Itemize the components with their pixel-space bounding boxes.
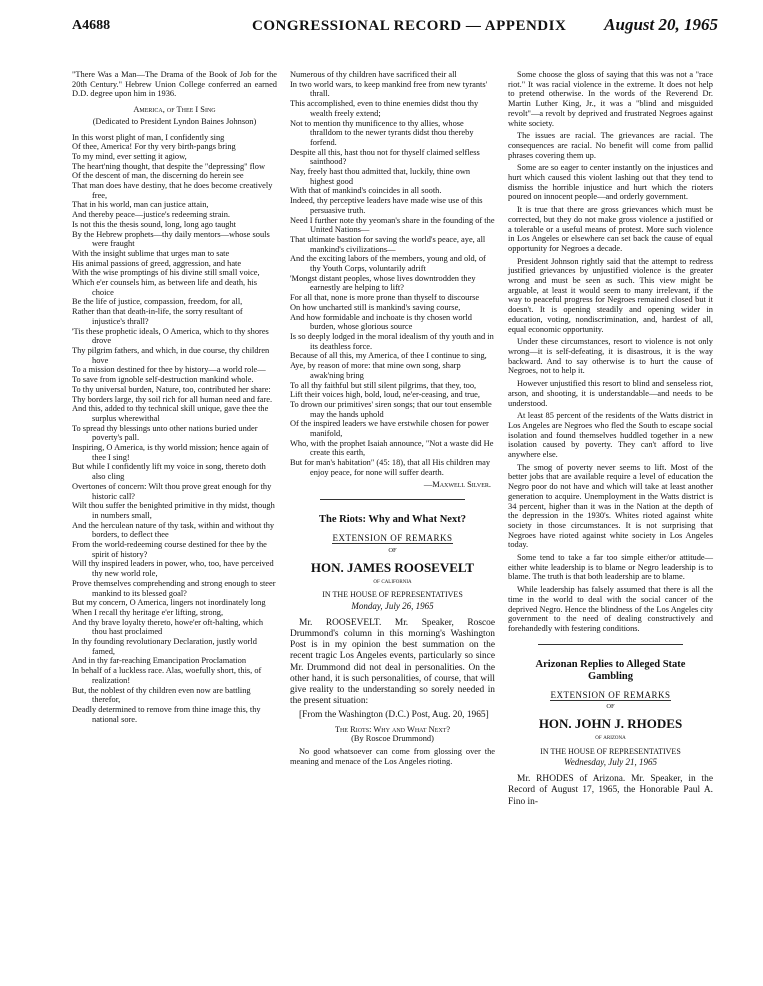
article-paragraph: Some choose the gloss of saying that this was not a "race riot." It was racial violence in the extreme. It does not help to pretend otherwise. In the words of the Reverend Dr. Martin Luther King, Jr., it was a "blind and misguided revolt"—a revolt by deprived and frustrated Negroes against white society. (508, 70, 713, 128)
poem-body (72, 133, 277, 725)
extension-heading-text: EXTENSION OF REMARKS (550, 689, 671, 700)
article-paragraph: However unjustified this resort to blind and senseless riot, arson, and shooting, it is understandable—and needs to be understood. (508, 379, 713, 408)
poem-line: To a mission destined for thee by history—a world role— (72, 365, 266, 375)
poem-line: Lift their voices high, bold, loud, ne'er-ceasing, and true, (290, 390, 480, 400)
page-number: A4688 (72, 18, 111, 33)
remarks-paragraph: Mr. ROOSEVELT. Mr. Speaker, Roscoe Drummond's column in this morning's Washington Post is in my opinion the best summation on the recent tragic Los Angeles events, particularly so since Mr. Drummond did not deal in personalities. On the other hand, it is such personalities, of course, that will give reality to the understanding so sorely needed in the present situation: (290, 617, 495, 707)
page-header (72, 12, 718, 38)
poem-line: But, the noblest of thy children even now are battling therefor, (72, 685, 251, 705)
poem-line: Be the life of justice, compassion, freedom, for all, (72, 297, 243, 307)
poem-line: That man does have destiny, that he does become creatively free, (72, 181, 273, 200)
member-state: of arizona (595, 734, 626, 742)
poem-line: With the wise promptings of his divine still small voice, (72, 268, 260, 278)
poem-line: Need I further note thy yeoman's share in the founding of the United Nations— (290, 215, 495, 235)
poem-line: But while I confidently lift my voice in song, thereto doth also cling (72, 462, 266, 482)
poem-line: Who, with the prophet Isaiah announce, "Not a waste did He create this earth, (290, 438, 494, 458)
poem-line: To drown our primitives' siren songs; that our tout ensemble may the hands uphold (290, 399, 492, 419)
remarks-date: Wednesday, July 21, 1965 (564, 757, 657, 768)
poem-line: And how formidable and inchoate is thy chosen world burden, whose glorious source (290, 312, 472, 332)
poem-title: America, of Thee I Sing (133, 105, 216, 115)
article-title: The Riots: Why and What Next? (319, 514, 466, 526)
poem-line: Despite all this, hast thou not for thyself claimed selfless sainthood? (290, 147, 480, 167)
source-citation: [From the Washington (D.C.) Post, Aug. 20, 1965] (299, 710, 489, 721)
poem-line: In thy founding revolutionary Declaration, justly world famed, (72, 637, 257, 656)
poem-line: Thy pilgrim fathers, and which, in due course, thy children hove (72, 345, 270, 365)
article-paragraph: Some tend to take a far too simple either/or attitude—either white leadership is to blame or Negro leadership is to blame. The truth is that both leadership are to blame. (508, 553, 713, 582)
poem-line: Rather than that death-in-life, the sorry resultant of injustice's thrall? (72, 307, 243, 326)
poem-line: Nay, freely hast thou admitted that, luckily, thine own highest good (290, 167, 471, 186)
poem-line: And thy brave loyalty thereto, howe'er oft-halting, which thou hast proclaimed (72, 617, 264, 637)
poem-line: Is so deeply lodged in the moral idealism of thy youth and in its deathless force. (290, 331, 494, 351)
article-continued (508, 70, 713, 634)
column-1 (72, 70, 277, 724)
poem-dedication: (Dedicated to President Lyndon Baines Johnson) (92, 116, 257, 126)
column-3 (508, 70, 713, 811)
poem-line: To save from ignoble self-destruction mankind whole. (72, 375, 254, 385)
poem-line: And the herculean nature of thy task, within and without thy borders, to deflect thee (72, 520, 275, 540)
extension-heading (508, 691, 713, 701)
poem-line: For all that, none is more prone than thyself to discourse (290, 293, 480, 303)
poem-line: Thy borders large, thy soil rich for all human need and fare. (72, 394, 273, 404)
section-divider (538, 644, 683, 645)
poem-line: Is not this the thesis sound, long, long ago taught (72, 219, 237, 229)
poem-line: And the exciting labors of the members, young and old, of thy Youth Corps, voluntarily adrift (290, 254, 486, 274)
article-paragraph: The issues are racial. The grievances are racial. The consequences are racial. No benefit will come from pallid phrases covering them up. (508, 131, 713, 160)
poem-line: That ultimate bastion for saving the world's peace, aye, all mankind's civilizations— (290, 234, 486, 254)
poem-line: Will thy inspired leaders in power, who, too, have perceived thy new world role, (72, 559, 274, 579)
poem-line: Numerous of thy children have sacrificed their all (290, 70, 457, 79)
poem-author: —Maxwell Silver. (423, 479, 491, 489)
reprint-byline: (By Roscoe Drummond) (351, 734, 434, 744)
remarks-date: Monday, July 26, 1965 (351, 601, 434, 612)
poem-line: To thy universal burden, Nature, too, contributed her share: (72, 384, 271, 394)
article-paragraph: While leadership has falsely assumed that there is all the time in the world to deal with the social cancer of the deprived Negro. Hence the blindness of the Los Angeles city government to the need of dealing constructively and forehandedly with festering conditions. (508, 585, 713, 633)
poem-line: Prove themselves comprehending and strong enough to steer mankind to its blessed goal? (72, 578, 276, 598)
poem-line: 'Mongst distant peoples, whose lives downtrodden they earnestly are helping to lift? (290, 273, 476, 293)
of-label: OF (388, 546, 397, 554)
poem-line: Aye, by reason of more: that mine own song, sharp awak'ning bring (290, 361, 461, 380)
poem-line: With that of mankind's coincides in all sooth. (290, 186, 442, 196)
article-paragraph: Some are so eager to center instantly on the injustices and hurt which caused this violent lashing out that they tend to dismiss the horrible injustice and hurt which the rioters poured on innocent people—and orderly government. (508, 163, 713, 202)
poem-line: Wilt thou suffer the benighted primitive in thy midst, though in numbers small, (72, 501, 275, 520)
poem-body-continued (290, 70, 495, 478)
poem-line: To all thy faithful but still silent pilgrims, that they, too, (290, 380, 477, 390)
poem-line: Inspiring, O America, is thy world mission; hence again of thee I sing! (72, 443, 269, 462)
poem-line: On how uncharted still is mankind's saving course, (290, 302, 461, 312)
poem-line: Because of all this, my America, of thee I continue to sing, (290, 351, 487, 361)
reprint-title: The Riots: Why and What Next? (334, 724, 451, 734)
poem-line: Which e'er counsels him, as between life and death, his choice (72, 278, 257, 297)
article-paragraph: At least 85 percent of the residents of the Watts district in Los Angeles are Negroes who fled the South to escape social isolation and found themselves huddled together in a new isolation caused by poverty. They can't afford to live anywhere else. (508, 411, 713, 460)
poem-line: In two world wars, to keep mankind free from new tyrants' thrall. (290, 79, 488, 99)
poem-line: And this, added to thy technical skill unique, gave thee the surplus wherewithal (72, 404, 269, 423)
extension-heading-text: EXTENSION OF REMARKS (332, 533, 453, 544)
poem-line: 'Tis these prophetic ideals, O America, which to thy shores drove (72, 326, 269, 346)
section-divider (320, 499, 465, 500)
poem-line: This accomplished, even to thine enemies didst thou thy wealth freely extend; (290, 99, 479, 118)
article-paragraph: It is true that there are gross grievances which must be corrected, but they do not make gross violence a justified or a tolerable or a useful means of protest. More such violence in Los Angeles or elsewhere can set back the cause of equal opportunity for Negroes a decade. (508, 205, 713, 253)
poem-line: By the Hebrew prophets—thy daily mentors—whose souls were fraught (72, 229, 270, 249)
poem-line: But for man's habitation" (45: 18), that all His children may enjoy peace, for none will suffer dearth. (290, 458, 491, 477)
publication-title: CONGRESSIONAL RECORD — APPENDIX (252, 18, 567, 34)
poem-line: To my mind, ever setting it agiow, (72, 151, 187, 161)
remarks-paragraph: Mr. RHODES of Arizona. Mr. Speaker, in the Record of August 17, 1965, the Honorable Paul A. Fino in- (508, 774, 713, 807)
poem-line: Indeed, thy perceptive leaders have made wise use of this persuasive truth. (290, 196, 483, 215)
poem-line: And in thy far-reaching Emancipation Proclamation (72, 656, 247, 666)
of-label: OF (606, 703, 615, 711)
poem-line: Overtones of concern: Wilt thou prove great enough for thy historic call? (72, 481, 272, 501)
extension-heading (290, 534, 495, 544)
article-paragraph: No good whatsoever can come from glossing over the meaning and menace of the Los Angeles rioting. (290, 746, 495, 766)
poem-line: The heart'ning thought, that despite the "depressing" flow (72, 161, 266, 171)
article-paragraph: The smog of poverty never seems to lift. Most of the better jobs that are available require a level of education the Negro poor do not have and which will take at least another generation to acquire. Unemployment in the Watts district is 34 percent, higher than it was in the Nation at the depth of the depression in the 1930's. Whites rioted against white society in those circumstances. It is not surprising that Negroes have rioted against white society in Los Angeles today. (508, 462, 713, 550)
poem-line: But my concern, O America, lingers not inordinately long (72, 598, 266, 608)
column-2 (290, 70, 495, 769)
article-title: Arizonan Replies to Alleged State Gambling (535, 658, 686, 682)
poem-line: And thereby peace—justice's redeeming strain. (72, 210, 231, 220)
poem-line: To spread thy blessings unto other nations buried under poverty's pall. (72, 423, 258, 443)
chamber-label: IN THE HOUSE OF REPRESENTATIVES (540, 746, 681, 756)
poem-line: From the world-redeeming course destined for thee by the spirit of history? (72, 540, 267, 559)
poem-line: His animal passions of greed, aggression, and hate (72, 258, 242, 268)
poem-line: With the insight sublime that urges man to sate (72, 248, 230, 258)
member-name: HON. JAMES ROOSEVELT (310, 559, 475, 575)
poem-line: In this worst plight of man, I confidently sing (72, 132, 225, 142)
poem-line: When I recall thy heritage e'er lifting, strong, (72, 607, 224, 617)
poem-line: That in his world, man can justice attain, (72, 200, 209, 210)
poem-line: Of the descent of man, the discerning do herein see (72, 171, 244, 181)
intro-paragraph: "There Was a Man—The Drama of the Book of Job for the 20th Century." Hebrew Union College conferred an earned D.D. degree upon him in 1936. (72, 70, 277, 99)
poem-line: Not to mention thy munificence to thy allies, whose thralldom to the newer tyrants didst thou thereby forfend. (290, 118, 474, 147)
poem-line: Deadly determined to remove from thine image this, thy national sore. (72, 705, 261, 724)
poem-line: Of thee, America! For thy very birth-pangs bring (72, 142, 236, 152)
poem-line: In behalf of a luckless race. Alas, woefully short, this, of realization! (72, 666, 262, 685)
member-name: HON. JOHN J. RHODES (538, 716, 683, 732)
chamber-label: IN THE HOUSE OF REPRESENTATIVES (322, 590, 463, 600)
poem-line: Of the inspired leaders we have erstwhile chosen for power manifold, (290, 419, 489, 439)
issue-date: August 20, 1965 (604, 15, 718, 34)
member-state: of california (373, 577, 412, 585)
article-paragraph: President Johnson rightly said that the attempt to redress justified grievances by unjustified violence is the greater wrong and must be seen as such. This view might be arguable, at least it would seem to many irrelevant, if the way to peaceful progress for Negroes remained closed but it doesn't. It is opening steadily and opening wider in education, voting, nondiscrimination, and, hardest of all, equal economic opportunity. (508, 256, 713, 334)
article-paragraph: Under these circumstances, resort to violence is not only wrong—it is self-defeating, it is disastrous, it is the way backward. And to say otherwise is to hurt the cause of Negroes, not to help it. (508, 337, 713, 376)
